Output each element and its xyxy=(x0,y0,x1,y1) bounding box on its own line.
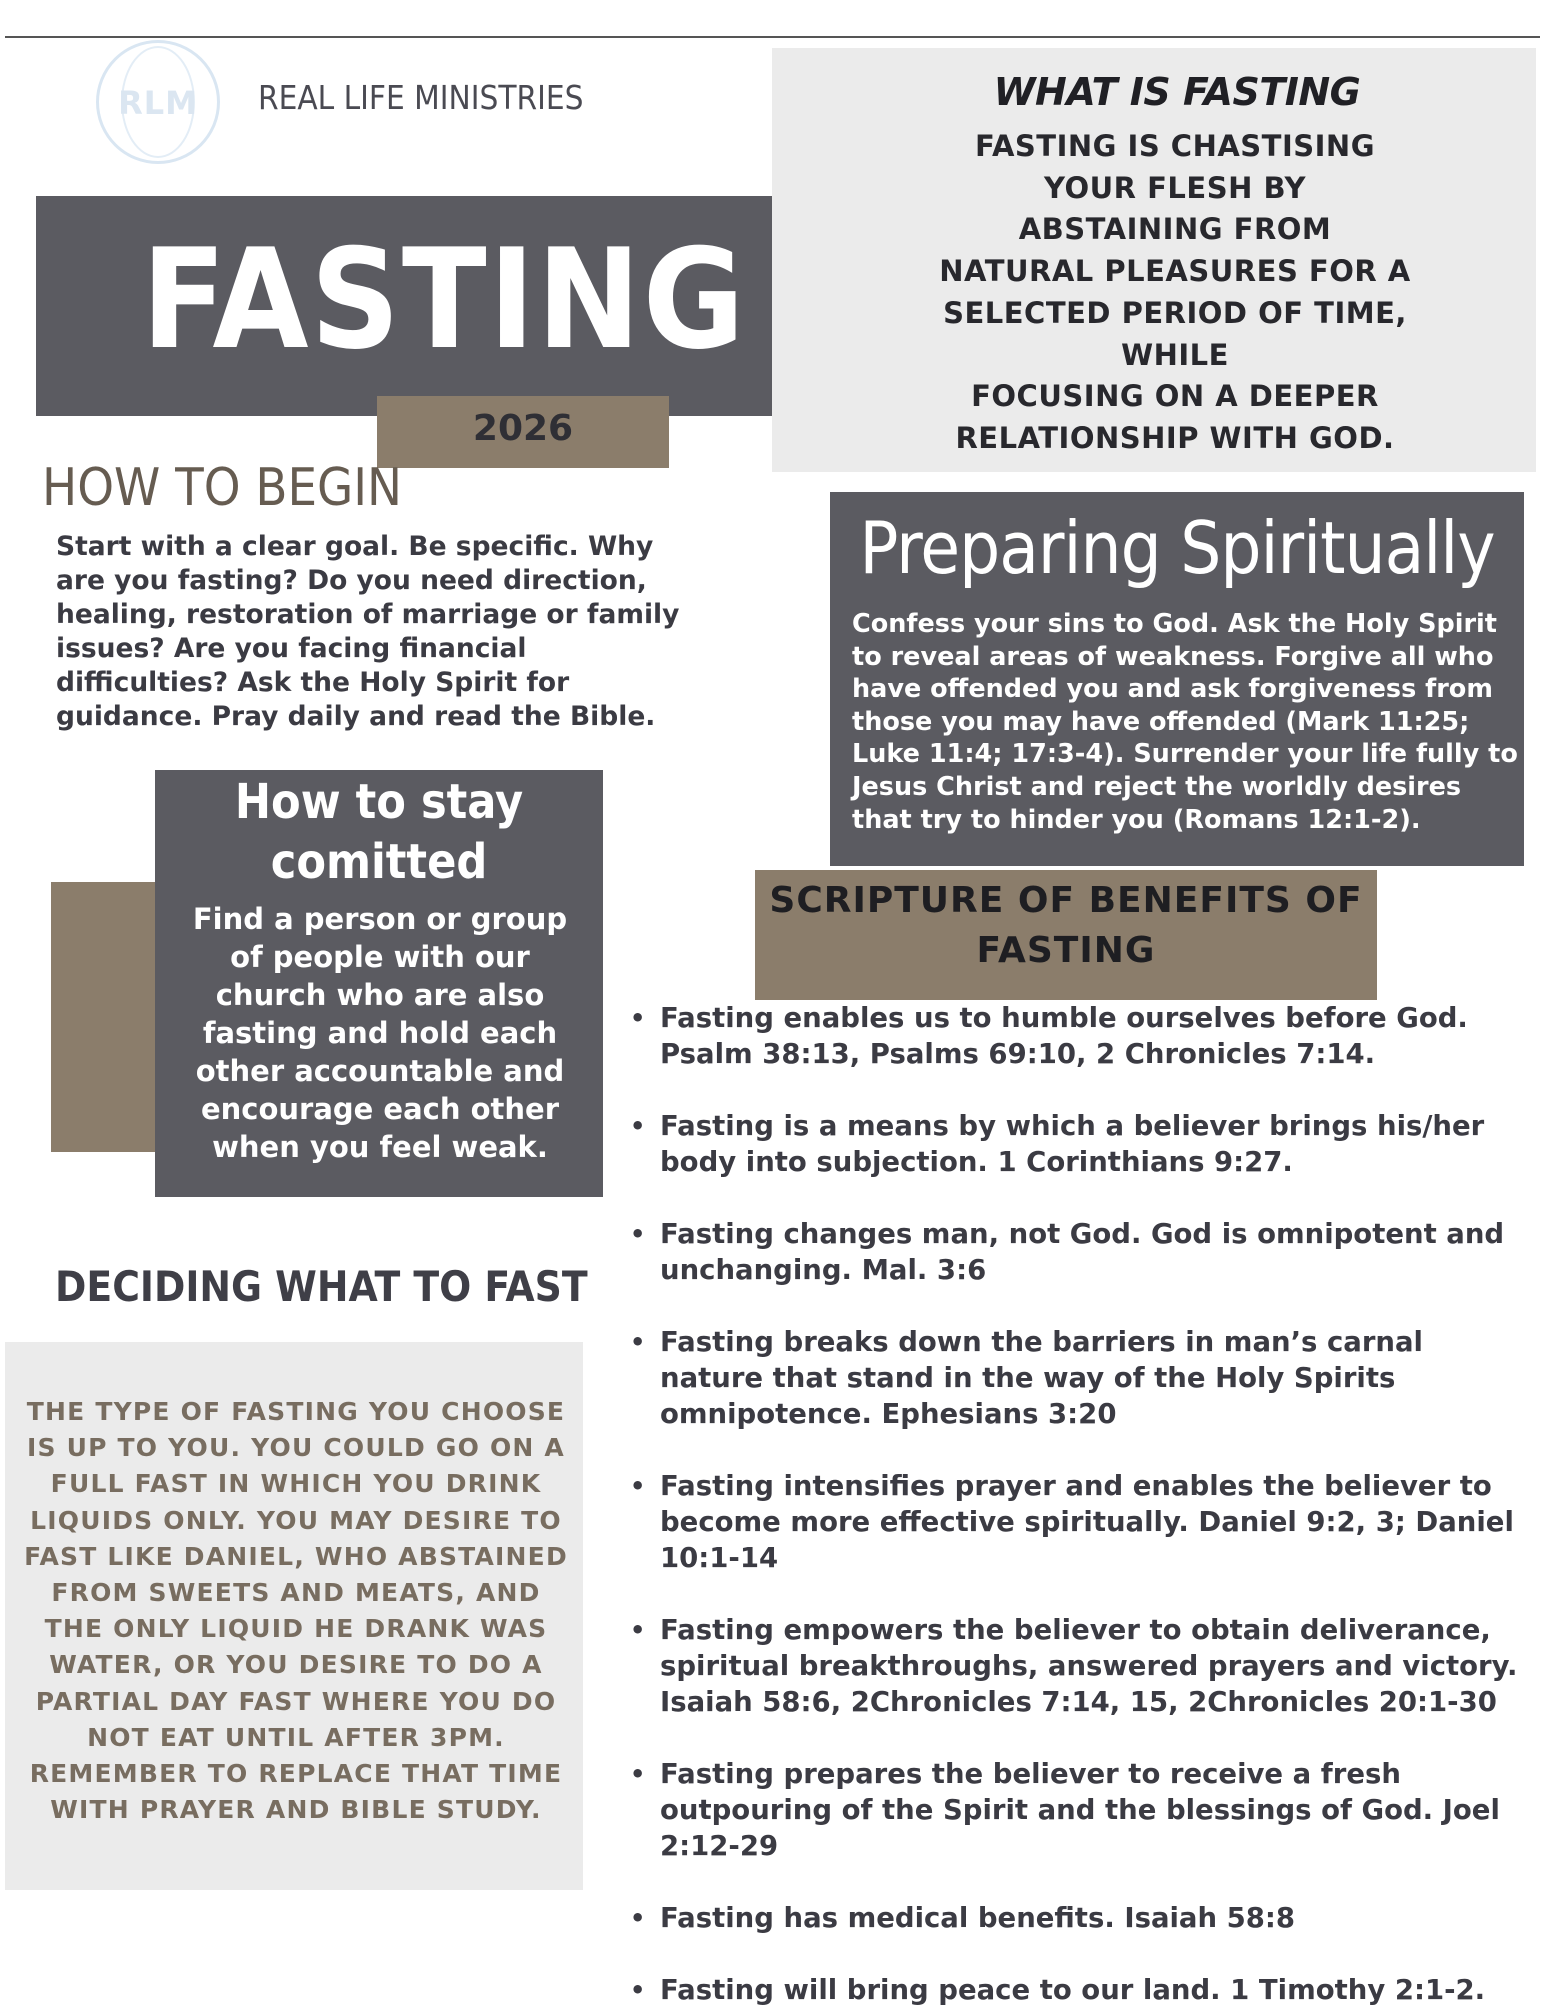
stay-committed-heading: How to stay comitted xyxy=(234,774,524,890)
what-is-fasting-line: WHILE xyxy=(1121,337,1229,372)
list-item: • Fasting empowers the believer to obtain deliverance, spiritual breakthroughs, answered prayers and victory. Isaiah 58:6, 2Chronicles 7:14, 15, 2Chronicles 20:1-30 xyxy=(630,1612,1530,1720)
how-to-begin-heading: HOW TO BEGIN xyxy=(42,458,403,518)
scripture-list xyxy=(630,1000,1530,2008)
decorative-tan-block xyxy=(51,882,157,1152)
how-to-begin-body: Start with a clear goal. Be specific. Why are you fasting? Do you need direction, healing, restoration of marriage or family issues? Are you facing financial difficulties? Ask the Holy Spirit for guidance. Pray daily and read the Bible. xyxy=(56,531,680,732)
what-is-fasting-line: SELECTED PERIOD OF TIME, xyxy=(943,295,1407,330)
preparing-spiritually-heading: Preparing Spiritually xyxy=(859,506,1495,590)
rlm-logo xyxy=(96,40,220,164)
what-is-fasting-line: YOUR FLESH BY xyxy=(1044,170,1306,205)
year-label: 2026 xyxy=(472,408,574,449)
list-item: • Fasting enables us to humble ourselves before God. Psalm 38:13, Psalms 69:10, 2 Chronicles 7:14. xyxy=(630,1000,1530,1072)
list-item: • Fasting changes man, not God. God is omnipotent and unchanging. Mal. 3:6 xyxy=(630,1216,1530,1288)
list-item: • Fasting is a means by which a believer brings his/her body into subjection. 1 Corinthians 9:27. xyxy=(630,1108,1530,1180)
stay-committed-body: Find a person or group of people with our church who are also fasting and hold each other accountable and encourage each other when you feel weak. xyxy=(192,902,568,1164)
list-item: • Fasting intensifies prayer and enables the believer to become more effective spiritually. Daniel 9:2, 3; Daniel 10:1-14 xyxy=(630,1468,1530,1576)
logo-text: RLM xyxy=(118,84,198,122)
what-is-fasting-line: NATURAL PLEASURES FOR A xyxy=(939,254,1411,289)
what-is-fasting-body xyxy=(860,126,1490,460)
list-item: • Fasting has medical benefits. Isaiah 58:8 xyxy=(630,1900,1530,1936)
what-is-fasting-heading: WHAT IS FASTING xyxy=(993,70,1361,114)
deciding-heading: DECIDING WHAT TO FAST xyxy=(55,1262,588,1311)
page-title: FASTING xyxy=(141,219,747,380)
top-divider xyxy=(5,36,1540,38)
list-item: • Fasting will bring peace to our land. 1 Timothy 2:1-2. xyxy=(630,1972,1530,2008)
preparing-spiritually-body: Confess your sins to God. Ask the Holy Spirit to reveal areas of weakness. Forgive all who have offended you and ask forgiveness from those you may have offended (Mark 11:25; Luke 11:4; 17:3-4). Surrender your life fully to Jesus Christ and reject the worldly desires that try to hinder you (Romans 12:1-2). xyxy=(852,609,1518,835)
deciding-body: THE TYPE OF FASTING YOU CHOOSE IS UP TO YOU. YOU COULD GO ON A FULL FAST IN WHICH YOU DRINK LIQUIDS ONLY. YOU MAY DESIRE TO FAST LIKE DANIEL, WHO ABSTAINED FROM SWEETS AND MEATS, AND THE ONLY LIQUID HE DRANK WAS WATER, OR YOU DESIRE TO DO A PARTIAL DAY FAST WHERE YOU DO NOT EAT UNTIL AFTER 3PM. REMEMBER TO REPLACE THAT TIME WITH PRAYER AND BIBLE STUDY. xyxy=(24,1397,568,1825)
org-name: REAL LIFE MINISTRIES xyxy=(258,78,584,117)
list-item: • Fasting prepares the believer to receive a fresh outpouring of the Spirit and the blessings of God. Joel 2:12-29 xyxy=(630,1756,1530,1864)
scripture-heading: SCRIPTURE OF BENEFITS OF FASTING xyxy=(769,880,1363,971)
list-item: • Fasting breaks down the barriers in man’s carnal nature that stand in the way of the Holy Spirits omnipotence. Ephesians 3:20 xyxy=(630,1324,1530,1432)
what-is-fasting-line: RELATIONSHIP WITH GOD. xyxy=(955,420,1395,455)
what-is-fasting-line: ABSTAINING FROM xyxy=(1018,212,1332,247)
what-is-fasting-line: FOCUSING ON A DEEPER xyxy=(971,379,1379,414)
what-is-fasting-line: FASTING IS CHASTISING xyxy=(974,129,1376,163)
